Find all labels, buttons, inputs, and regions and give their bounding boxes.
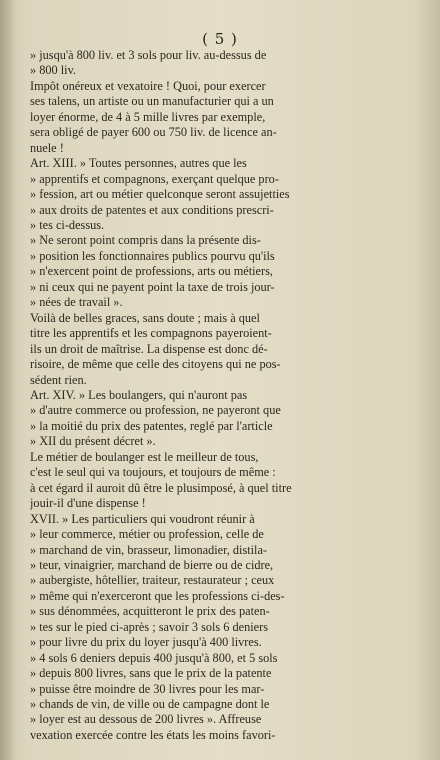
text-line: » position les fonctionnaires publics pourvu qu'ils <box>30 248 275 263</box>
text-line: sédent rien. <box>30 372 87 387</box>
text-line: Le métier de boulanger est le meilleur de tous, <box>30 449 259 464</box>
text-line: » apprentifs et compagnons, exerçant quelque pro- <box>30 171 279 186</box>
text-line: » ni ceux qui ne payent point la taxe de trois jour- <box>30 279 275 294</box>
text-line: nuele ! <box>30 140 64 155</box>
text-line: titre les apprentifs et les compagnons payeroient- <box>30 326 272 341</box>
text-line: » teur, vinaigrier, marchand de bierre ou de cidre, <box>30 557 274 572</box>
text-line: » d'autre commerce ou profession, ne payeront que <box>30 403 281 418</box>
text-line: sera obligé de payer 600 ou 750 liv. de licence an- <box>30 125 277 140</box>
text-line: » sus dénommées, acquitteront le prix des paten- <box>30 604 270 619</box>
text-line: » tes sur le pied ci-après ; savoir 3 sols 6 deniers <box>30 619 269 634</box>
text-line: vexation exercée contre les états les moins favori- <box>30 727 276 742</box>
text-line: Voilà de belles graces, sans doute ; mais à quel <box>30 310 260 325</box>
text-line: » n'exercent point de professions, arts ou métiers, <box>30 264 273 279</box>
text-line: » depuis 800 livres, sans que le prix de la patente <box>30 666 272 681</box>
text-line: » fession, art ou métier quelconque seront assujetties <box>30 187 290 202</box>
text-line: c'est le seul qui va toujours, et toujours de même : <box>30 465 276 480</box>
text-line: loyer énorme, de 4 à 5 mille livres par exemple, <box>30 109 266 124</box>
text-line: ils un droit de maîtrise. La dispense est donc dé- <box>30 341 268 356</box>
page-number: ( 5 ) <box>202 30 238 48</box>
text-line: risoire, de même que celle des citoyens qui ne pos- <box>30 357 281 372</box>
text-line: » la moitié du prix des patentes, reglé par l'article <box>30 418 273 433</box>
text-line: » même qui n'exerceront que les professions ci-des- <box>30 588 285 603</box>
text-line: » jusqu'à 800 liv. et 3 sols pour liv. au-dessus de <box>30 48 267 62</box>
text-line: » 4 sols 6 deniers depuis 400 jusqu'à 800, et 5 sols <box>30 650 278 665</box>
text-line: » marchand de vin, brasseur, limonadier, distila- <box>30 542 268 557</box>
text-line: à cet égard il auroit dû être le plusimposé, à quel titre <box>30 480 292 495</box>
text-line: XVII. » Les particuliers qui voudront réunir à <box>30 511 255 526</box>
text-line: » leur commerce, métier ou profession, celle de <box>30 527 264 542</box>
text-line: » Ne seront point compris dans la présente dis- <box>30 233 261 248</box>
text-line: » 800 liv. <box>30 63 76 78</box>
text-line: » nées de travail ». <box>30 295 123 310</box>
text-line: » chands de vin, de ville ou de campagne dont le <box>30 697 270 712</box>
text-line: Art. XIII. » Toutes personnes, autres que les <box>30 156 247 171</box>
page-gutter <box>0 0 14 760</box>
text-line: Impôt onéreux et vexatoire ! Quoi, pour exercer <box>30 78 266 93</box>
text-line: » XII du présent décret ». <box>30 434 156 449</box>
text-line: jouir-il d'une dispense ! <box>30 496 146 511</box>
text-line: Art. XIV. » Les boulangers, qui n'auront pas <box>30 387 248 402</box>
body-text <box>30 48 418 743</box>
text-line: » pour livre du prix du loyer jusqu'à 400 livres. <box>30 635 262 650</box>
text-line: » aux droits de patentes et aux conditions prescri- <box>30 202 274 217</box>
text-line: » aubergiste, hôtellier, traiteur, restaurateur ; ceux <box>30 573 275 588</box>
text-line: ses talens, un artiste ou un manufacturier qui a un <box>30 94 274 109</box>
text-line: » puisse être moindre de 30 livres pour les mar- <box>30 681 265 696</box>
text-line: » loyer est au dessous de 200 livres ». Affreuse <box>30 712 262 727</box>
text-line: » tes ci-dessus. <box>30 217 105 232</box>
